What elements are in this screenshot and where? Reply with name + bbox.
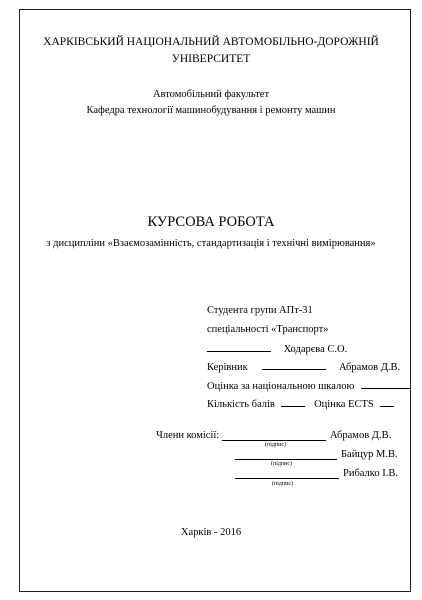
member2-signature-line (235, 449, 337, 460)
faculty-name: Автомобільний факультет (152, 89, 270, 100)
supervisor-label: Керівник (207, 362, 248, 373)
member2-name: Байцур М.В. (341, 449, 398, 460)
work-title: КУРСОВА РОБОТА (147, 214, 275, 230)
supervisor-row (207, 361, 400, 374)
points-line (281, 398, 305, 407)
member3-signature-caption: (підпис) (272, 481, 294, 487)
national-grade-row (207, 380, 411, 393)
student-name: Ходарєва С.О. (283, 344, 348, 355)
student-group-line: Студента групи АПт-31 (207, 305, 313, 316)
member1-signature-caption: (підпис) (265, 442, 287, 448)
supervisor-name: Абрамов Д.В. (338, 362, 401, 373)
university-name-line1: ХАРКІВСЬКИЙ НАЦІОНАЛЬНИЙ АВТОМОБІЛЬНО-ДОРОЖНІЙ (43, 36, 379, 48)
national-grade-label: Оцінка за національною шкалою (207, 381, 355, 392)
city-year: Харків - 2016 (180, 527, 242, 538)
member1-name: Абрамов Д.В. (330, 430, 392, 441)
ects-label: Оцінка ECTS (314, 399, 374, 410)
supervisor-signature-line (262, 361, 326, 370)
points-label: Кількість балів (207, 399, 275, 410)
member3-name: Рибалко І.В. (343, 468, 398, 479)
student-signature-line (207, 343, 271, 352)
commission-label: Члени комісії: (156, 430, 220, 441)
department-name: Кафедра технології машинобудування і ремонту машин (86, 105, 336, 116)
member1-signature-line (222, 430, 326, 441)
student-specialty-line: спеціальності «Транспорт» (207, 324, 329, 335)
member3-signature-line (235, 468, 339, 479)
university-name-line2: УНІВЕРСИТЕТ (171, 53, 251, 65)
discipline-line: з дисципліни «Взаємозамінність, стандартизація і технічні вимірювання» (46, 238, 376, 249)
student-signature-row (207, 343, 347, 356)
member2-signature-caption: (підпис) (271, 461, 293, 467)
ects-line (380, 398, 394, 407)
national-grade-line (361, 380, 411, 389)
points-row (207, 398, 394, 411)
